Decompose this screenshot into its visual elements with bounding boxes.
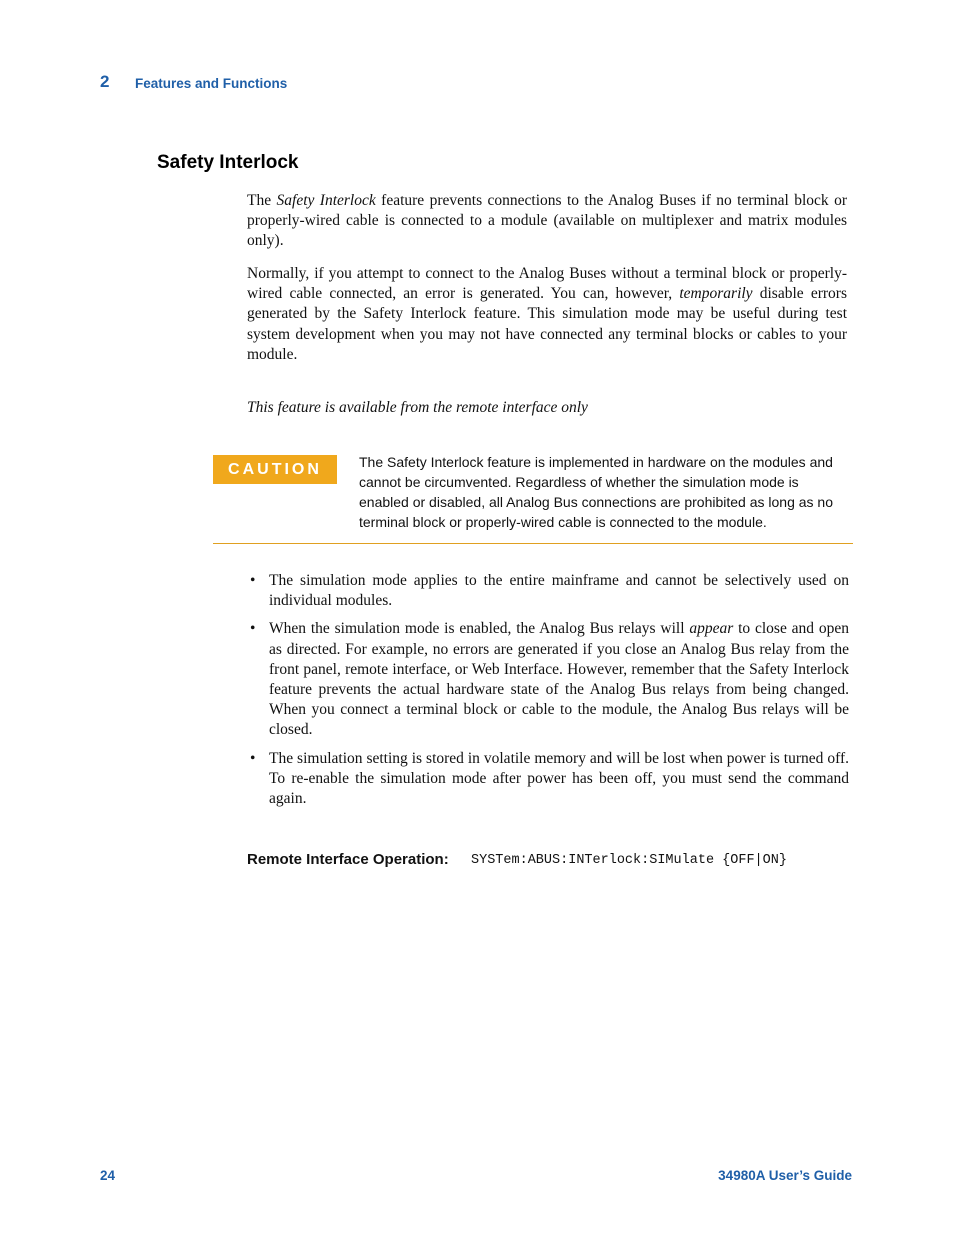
remote-interface-label: Remote Interface Operation:	[247, 851, 449, 868]
list-item	[247, 749, 849, 810]
intro-paragraph	[247, 191, 847, 252]
normal-emphasis: temporarily	[679, 285, 753, 303]
list-item	[247, 619, 849, 740]
remote-command: SYSTem:ABUS:INTerlock:SIMulate {OFF|ON}	[471, 853, 787, 868]
intro-text-end: feature prevents connections to the Analog Buses if no terminal block or properly-wired cable is connected to a module (available on multiplexer and matrix modules only).	[247, 192, 847, 250]
list-item-text-end: to close and open as directed. For example, no errors are generated if you close an Analog Bus relay from the front panel, remote interface, or Web Interface. However, remember that the Safety Interlock feature prevents the actual hardware state of the Analog Bus relays from being changed. When you connect a terminal block or cable to the module, the Analog Bus relays will be closed.	[269, 620, 850, 739]
normal-text-end: disable errors generated by the Safety Interlock feature. This simulation mode may be useful during test system development when you may not have connected any terminal blocks or cables to your module.	[247, 285, 847, 363]
chapter-title: Features and Functions	[135, 76, 288, 91]
bullet-marker: •	[250, 749, 256, 767]
normal-text-start: Normally, if you attempt to connect to the Analog Buses without a terminal block or properly-wired cable connected, an error is generated. You can, however,	[247, 265, 847, 303]
bullet-marker: •	[250, 620, 256, 638]
list-item-text: The simulation mode applies to the entire mainframe and cannot be selectively used on individual modules.	[269, 572, 849, 610]
simulation-notes-list	[247, 571, 849, 817]
list-item-emphasis: appear	[689, 620, 734, 638]
normal-behavior-paragraph	[247, 264, 847, 365]
list-item	[247, 571, 849, 611]
list-item-text: The simulation setting is stored in volatile memory and will be lost when power is turned off. To re-enable the simulation mode after power has been off, you must send the command again.	[269, 749, 849, 808]
section-title: Safety Interlock	[157, 152, 299, 173]
page-number: 24	[100, 1168, 116, 1183]
caution-text: The Safety Interlock feature is implemented in hardware on the modules and cannot be circumvented. Regardless of whether the simulation mode is enabled or disabled, all Analog Bus connections are prohibited as long as no terminal block or properly-wired cable is connected to the module.	[359, 454, 833, 530]
intro-emphasis: Safety Interlock	[276, 192, 376, 209]
intro-text-start: The	[247, 192, 277, 209]
list-item-text-start: When the simulation mode is enabled, the Analog Bus relays will	[269, 620, 690, 638]
guide-title: 34980A User’s Guide	[718, 1168, 852, 1183]
remote-only-note: This feature is available from the remote interface only	[247, 399, 588, 416]
bullet-marker: •	[250, 572, 256, 589]
chapter-number: 2	[100, 72, 110, 91]
caution-divider	[213, 543, 853, 544]
caution-badge: CAUTION	[213, 455, 337, 484]
